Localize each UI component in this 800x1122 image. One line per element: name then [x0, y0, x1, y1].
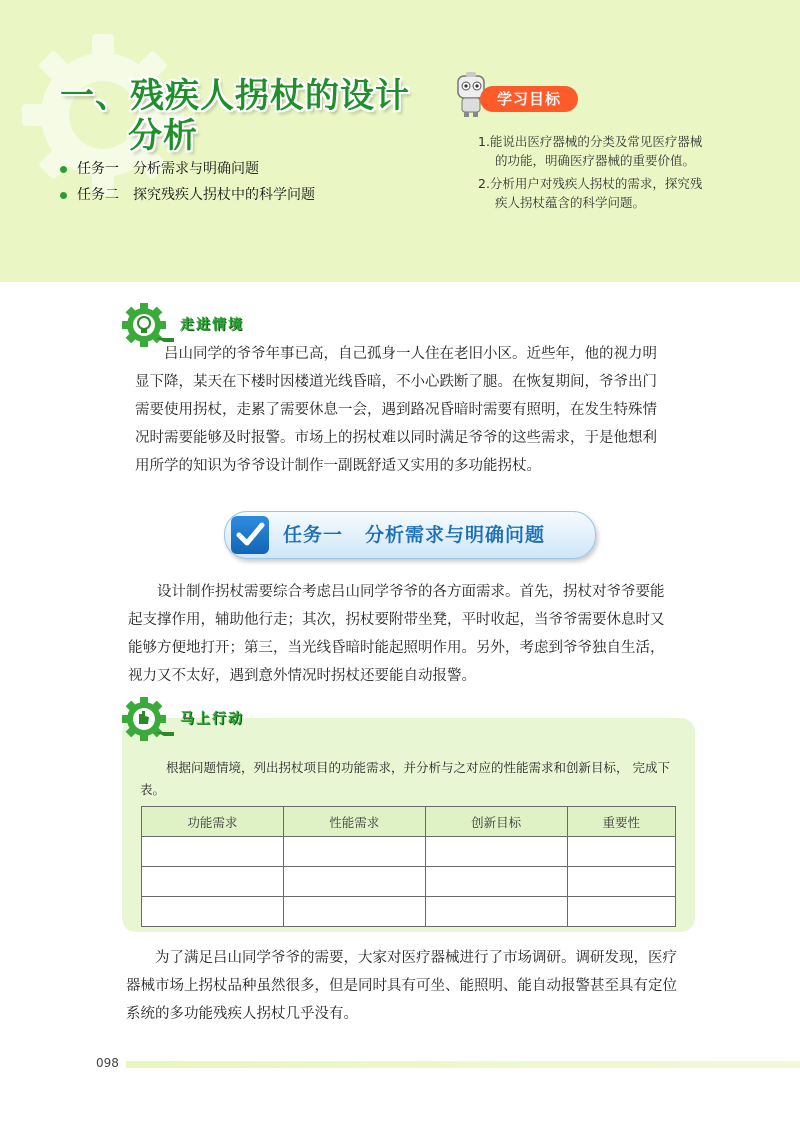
table-header-row	[142, 807, 676, 837]
bullet-icon	[60, 166, 67, 173]
table-cell[interactable]	[142, 867, 284, 897]
table-header: 功能需求	[142, 807, 284, 837]
table-cell[interactable]	[142, 897, 284, 927]
table-row	[142, 867, 676, 897]
table-header: 创新目标	[425, 807, 567, 837]
hand-gear-icon	[120, 696, 176, 742]
research-text: 为了满足吕山同学爷爷的需要，大家对医疗器械进行了市场调研。调研发现，医疗器械市场上拐杖品种虽然很多，但是同时具有可坐、能照明、能自动报警甚至具有定位系统的多功能残疾人拐杖几乎没有。	[126, 950, 677, 1022]
learning-goals-label: 学习目标	[480, 86, 578, 112]
table-cell[interactable]	[425, 837, 567, 867]
goal-item: 1.能说出医疗器械的分类及常见医疗器械的功能，明确医疗器械的重要价值。	[478, 134, 703, 168]
table-cell[interactable]	[142, 837, 284, 867]
scenario-text: 吕山同学的爷爷年事已高，自己孤身一人住在老旧小区。近些年，他的视力明显下降，某天在下楼时因楼道光线昏暗，不小心跌断了腿。在恢复期间，爷爷出门需要使用拐杖，走累了需要休息一会，遇到路况昏暗时需要有照明，在发生特殊情况时需要能够及时报警。市场上的拐杖难以同时满足爷爷的这些需求，于是他想利用所学的知识为爷爷设计制作一副既舒适又实用的多功能拐杖。	[135, 346, 657, 474]
task1-title	[283, 512, 545, 558]
chapter-title-line2: 分析	[128, 116, 198, 156]
chapter-title-line1: 一、残疾人拐杖的设计	[60, 76, 410, 116]
learning-goals-header	[452, 70, 582, 118]
table-cell[interactable]	[567, 837, 675, 867]
task1-name: 分析需求与明确问题	[365, 524, 546, 546]
table-cell[interactable]	[283, 897, 425, 927]
task1-number: 任务一	[283, 524, 344, 546]
task-item	[60, 158, 315, 180]
chapter-title	[60, 76, 410, 156]
table-row	[142, 897, 676, 927]
action-text: 根据问题情境，列出拐杖项目的功能需求，并分析与之对应的性能需求和创新目标， 完成下表。	[140, 760, 670, 797]
table-cell[interactable]	[283, 867, 425, 897]
task-list	[60, 158, 315, 210]
task-number: 任务一	[77, 161, 119, 177]
bullet-icon	[60, 192, 67, 199]
table-cell[interactable]	[425, 897, 567, 927]
learning-goals-list	[478, 132, 704, 216]
table-row	[142, 837, 676, 867]
checkmark-icon	[231, 516, 269, 554]
table-cell[interactable]	[567, 867, 675, 897]
footer-bar	[126, 1061, 800, 1068]
requirements-table	[141, 806, 676, 927]
table-cell[interactable]	[425, 867, 567, 897]
table-header: 重要性	[567, 807, 675, 837]
action-label: 马上行动	[180, 711, 244, 727]
goal-item: 2.分析用户对残疾人拐杖的需求，探究残疾人拐杖蕴含的科学问题。	[478, 176, 703, 210]
task1-text: 设计制作拐杖需要综合考虑吕山同学爷爷的各方面需求。首先，拐杖对爷爷要能起支撑作用，辅助他行走；其次，拐杖要附带坐凳，平时收起，当爷爷需要休息时又能够方便地打开；第三，当光线昏暗时能起照明作用。另外，考虑到爷爷独自生活，视力又不太好，遇到意外情况时拐杖还要能自动报警。	[128, 584, 665, 684]
page-number: 098	[96, 1056, 119, 1070]
table-cell[interactable]	[567, 897, 675, 927]
task-name: 探究残疾人拐杖中的科学问题	[133, 187, 315, 203]
task-item	[60, 184, 315, 206]
task-number: 任务二	[77, 187, 119, 203]
task-name: 分析需求与明确问题	[133, 161, 259, 177]
table-cell[interactable]	[283, 837, 425, 867]
task1-banner	[224, 511, 596, 559]
table-header: 性能需求	[283, 807, 425, 837]
scenario-label: 走进情境	[180, 317, 244, 333]
